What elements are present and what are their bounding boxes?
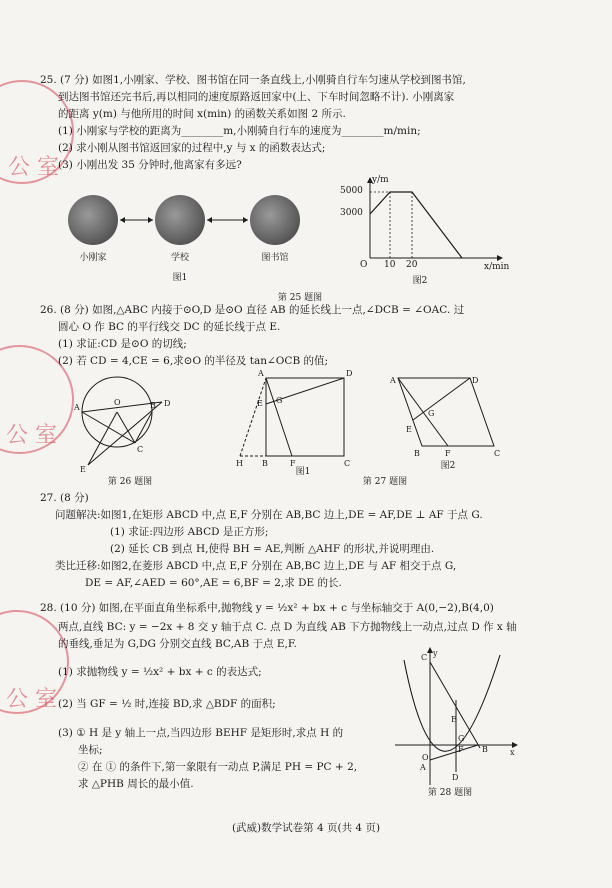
q28-part3-1: (3) ① H 是 y 轴上一点,当四边形 BEHF 是矩形时,求点 H 的 xyxy=(58,727,344,739)
q28-caption: 第 28 题图 xyxy=(427,788,473,798)
q26-part2: (2) 若 CD = 4,CE = 6,求⊙O 的半径及 tan∠OCB 的值; xyxy=(58,355,329,367)
svg-text:D: D xyxy=(164,399,171,408)
q27-part2: (2) 延长 CB 到点 H,使得 BH = AE,判断 △AHF 的形状,并说明理由. xyxy=(110,543,435,555)
svg-text:x: x xyxy=(510,748,515,757)
svg-text:C: C xyxy=(137,445,144,454)
svg-text:H: H xyxy=(236,459,243,468)
svg-text:C: C xyxy=(494,449,501,458)
q28-part3-2b: 求 △PHB 周长的最小值. xyxy=(78,778,194,790)
q26-part1: (1) 求证:CD 是⊙O 的切线; xyxy=(58,338,187,350)
graph-tick-10: 10 xyxy=(384,260,396,270)
svg-text:C: C xyxy=(421,653,428,662)
q25-part1: (1) 小刚家与学校的距离为________m,小刚骑自行车的速度为________m/min; xyxy=(58,125,421,137)
red-seal-stamp-text: 公 室 xyxy=(6,687,57,712)
home-label: 小刚家 xyxy=(79,253,107,263)
q28-part3-2: ② 在 ① 的条件下,第一象限有一动点 P,满足 PH = PC + 2, xyxy=(78,761,358,773)
graph-origin: O xyxy=(360,260,368,270)
q26-line1: 26. (8 分) 如图,△ABC 内接于⊙O,D 是⊙O 直径 AB 的延长线上一点,∠DCB = ∠OAC. 过 xyxy=(40,304,465,316)
q27-problem: 问题解决:如图1,在矩形 ABCD 中,点 E,F 分别在 AB,BC 边上,DE = AF,DE ⊥ AF 于点 G. xyxy=(55,509,483,521)
svg-text:B: B xyxy=(414,449,420,458)
library-label: 图书馆 xyxy=(261,253,289,263)
svg-text:E: E xyxy=(406,425,412,434)
svg-text:A: A xyxy=(258,369,264,378)
svg-text:E: E xyxy=(257,399,263,408)
graph-x-axis-label: x/min xyxy=(484,262,510,272)
q25-caption: 第 25 题图 xyxy=(277,293,323,303)
svg-text:G: G xyxy=(428,409,435,418)
svg-text:B: B xyxy=(262,459,268,468)
q27-part1: (1) 求证:四边形 ABCD 是正方形; xyxy=(110,526,269,538)
svg-text:A: A xyxy=(74,403,80,412)
graph-y-axis-label: y/m xyxy=(372,175,389,185)
q28-part1: (1) 求抛物线 y = ½x² + bx + c 的表达式; xyxy=(58,666,262,678)
graph-tick-3000: 3000 xyxy=(340,208,363,218)
school-label: 学校 xyxy=(170,253,189,263)
q28-line1: 28. (10 分) 如图,在平面直角坐标系中,抛物线 y = ½x² + bx + c 与坐标轴交于 A(0,−2),B(4,0) xyxy=(40,602,494,614)
svg-text:E: E xyxy=(451,715,457,724)
svg-text:F: F xyxy=(458,745,464,754)
svg-text:G: G xyxy=(458,734,465,743)
q27-fig2-label: 图2 xyxy=(440,461,456,471)
q28-line2: 两点,直线 BC: y = −2x + 8 交 y 轴于点 C. 点 D 为直线 AB 下方抛物线上一动点,过点 D 作 x 轴 xyxy=(58,621,517,633)
red-seal-stamp-text: 公 室 xyxy=(6,423,57,448)
q27-caption: 第 27 题图 xyxy=(362,477,408,487)
q25-part3: (3) 小刚出发 35 分钟时,他离家有多远? xyxy=(58,159,242,171)
q25-line3: 的距离 y(m) 与他所用的时间 x(min) 的函数关系如图 2 所示. xyxy=(58,108,346,120)
svg-text:B: B xyxy=(482,745,488,754)
svg-text:B: B xyxy=(150,401,156,410)
q27-fig1-label: 图1 xyxy=(295,467,311,477)
red-seal-stamp-text: 公 室 xyxy=(8,155,59,180)
svg-text:F: F xyxy=(290,459,296,468)
q25-line2: 到达图书馆还完书后,再以相同的速度原路返回家中(上、下车时间忽略不计). 小刚离家 xyxy=(58,91,455,103)
svg-text:C: C xyxy=(344,459,351,468)
svg-text:y: y xyxy=(433,649,438,658)
graph-tick-5000: 5000 xyxy=(340,186,363,196)
q25-fig1-label: 图1 xyxy=(172,273,188,283)
q28-line3: 的垂线,垂足为 G,DG 分别交直线 BC,AB 于点 E,F. xyxy=(58,638,297,650)
svg-text:A: A xyxy=(390,376,396,385)
page-footer: (武威)数学试卷第 4 页(共 4 页) xyxy=(231,822,381,834)
svg-text:F: F xyxy=(445,449,451,458)
q26-caption: 第 26 题图 xyxy=(107,477,153,487)
q28-part3-1b: 坐标; xyxy=(78,744,103,756)
svg-text:D: D xyxy=(346,369,353,378)
q25-line1: 25. (7 分) 如图1,小刚家、学校、图书馆在同一条直线上,小刚骑自行车匀速从学校到图书馆, xyxy=(40,74,466,86)
q27-line1: 27. (8 分) xyxy=(40,492,89,504)
q28-part2: (2) 当 GF = ½ 时,连接 BD,求 △BDF 的面积; xyxy=(58,698,276,710)
svg-text:G: G xyxy=(276,396,283,405)
svg-text:D: D xyxy=(452,773,459,782)
q27-analogy-2: DE = AF,∠AED = 60°,AE = 6,BF = 2,求 DE 的长. xyxy=(85,577,342,589)
q26-line2: 圆心 O 作 BC 的平行线交 DC 的延长线于点 E. xyxy=(58,321,281,333)
svg-text:O: O xyxy=(422,753,429,762)
svg-text:O: O xyxy=(114,398,121,407)
graph-tick-20: 20 xyxy=(406,260,418,270)
q27-analogy: 类比迁移:如图2,在菱形 ABCD 中,点 E,F 分别在 AB,BC 边上,DE 与 AF 相交于点 G, xyxy=(55,560,457,572)
svg-text:D: D xyxy=(472,376,479,385)
svg-text:E: E xyxy=(80,465,86,474)
q25-fig2-label: 图2 xyxy=(412,276,428,286)
q25-part2: (2) 求小刚从图书馆返回家的过程中,y 与 x 的函数表达式; xyxy=(58,142,326,154)
svg-text:A: A xyxy=(420,763,426,772)
